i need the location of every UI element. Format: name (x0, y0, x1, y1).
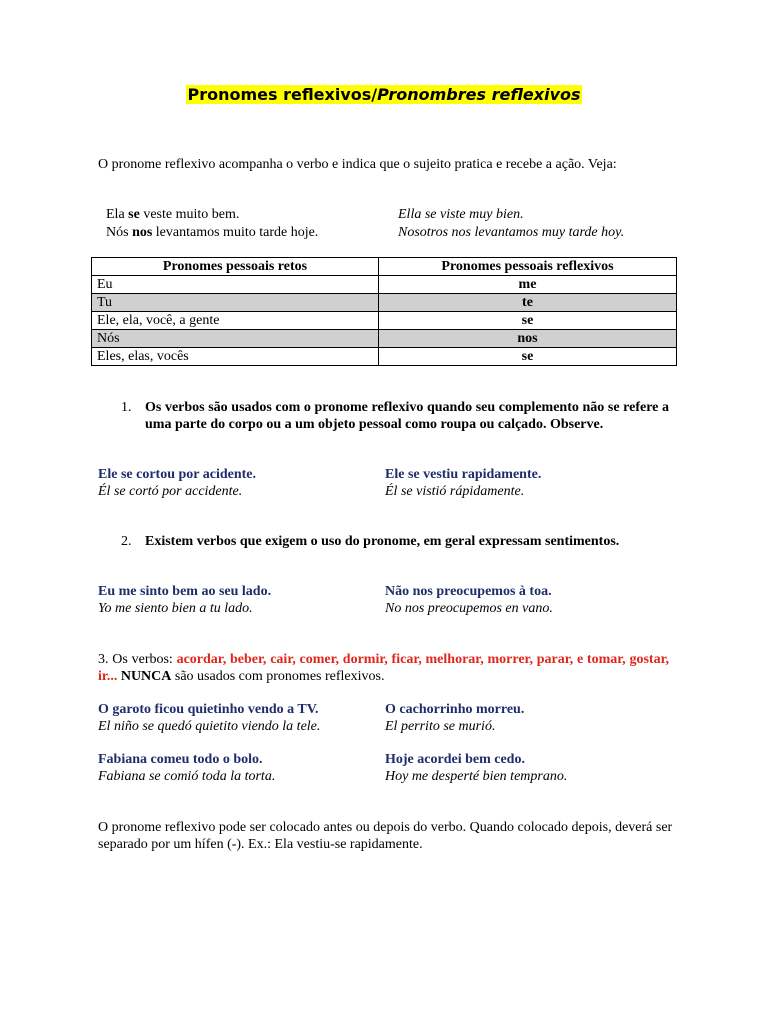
example-pt-2 (106, 224, 386, 241)
rule2-example-pt-1: Eu me sinto bem ao seu lado. (98, 584, 272, 599)
title-pt: Pronomes reflexivos/ (187, 85, 378, 104)
rule2-example-pt-2: Não nos preocupemos à toa. (385, 584, 552, 599)
table-cell: Ele, ela, você, a gente (92, 312, 379, 330)
example-es-2: Nosotros nos levantamos muy tarde hoy. (398, 225, 625, 240)
table-header: Pronomes pessoais reflexivos (379, 258, 677, 276)
rule3-example-es-3: Fabiana se comió toda la torta. (98, 769, 276, 784)
rule3-verbs: acordar, beber, cair, comer, dormir, ficar, melhorar, morrer, parar, e tomar, gostar, ir... (98, 652, 669, 684)
table-row (92, 276, 677, 294)
closing-paragraph: O pronome reflexivo pode ser colocado antes ou depois do verbo. Quando colocado depois, deverá ser separado por um hífen (-). Ex.: Ela vestiu-se rapidamente. (98, 820, 673, 852)
table-cell: Eu (92, 276, 379, 294)
rule1-example-es-1: Él se cortó por accidente. (98, 484, 243, 499)
table-row (92, 312, 677, 330)
rule3-suffix: são usados com pronomes reflexivos. (171, 669, 385, 684)
rule1-example-pt-1: Ele se cortou por acidente. (98, 467, 256, 482)
example-pronoun: se (128, 207, 140, 222)
rule3-example-es-1: El niño se quedó quietito viendo la tele. (98, 719, 321, 734)
table-row (92, 294, 677, 312)
example-es-1: Ella se viste muy bien. (398, 207, 524, 222)
rule-text: Existem verbos que exigem o uso do pronome, em geral expressam sentimentos. (145, 534, 620, 549)
table-cell: me (379, 276, 677, 294)
table-cell: se (379, 348, 677, 366)
table-header-row (92, 258, 677, 276)
rule3-nunca: NUNCA (117, 669, 172, 684)
example-text: levantamos muito tarde hoje. (152, 225, 319, 240)
rule3-example-pt-2: O cachorrinho morreu. (385, 702, 525, 717)
table-header: Pronomes pessoais retos (92, 258, 379, 276)
example-pronoun: nos (132, 225, 153, 240)
rule-3 (98, 651, 669, 685)
table-row (92, 330, 677, 348)
intro-paragraph: O pronome reflexivo acompanha o verbo e indica que o sujeito pratica e recebe a ação. Veja: (98, 157, 617, 172)
example-pt-1 (106, 206, 386, 223)
rule-number: 2. (121, 534, 132, 549)
rule3-example-es-2: El perrito se murió. (385, 719, 496, 734)
title-highlight (186, 85, 581, 104)
rule-number: 1. (121, 400, 132, 415)
rule3-example-pt-3: Fabiana comeu todo o bolo. (98, 752, 263, 767)
rule3-example-pt-1: O garoto ficou quietinho vendo a TV. (98, 702, 319, 717)
table-cell: se (379, 312, 677, 330)
rule-2 (121, 533, 669, 550)
rule2-example-es-2: No nos preocupemos en vano. (385, 601, 553, 616)
rule3-prefix: 3. Os verbos: (98, 652, 177, 667)
table-cell: Eles, elas, vocês (92, 348, 379, 366)
example-text: Ela (106, 207, 129, 222)
rule1-example-es-2: Él se vistió rápidamente. (385, 484, 525, 499)
rule1-example-pt-2: Ele se vestiu rapidamente. (385, 467, 542, 482)
rule-text: Os verbos são usados com o pronome reflexivo quando seu complemento não se refere a uma parte do corpo ou a um objeto pessoal como roupa ou calçado. Observe. (145, 400, 669, 432)
table-row (92, 348, 677, 366)
table-cell: nos (379, 330, 677, 348)
rule-1 (121, 399, 669, 433)
table-cell: te (379, 294, 677, 312)
table-cell: Nós (92, 330, 379, 348)
example-text: veste muito bem. (139, 207, 240, 222)
rule3-example-pt-4: Hoje acordei bem cedo. (385, 752, 525, 767)
rule3-example-es-4: Hoy me desperté bien temprano. (385, 769, 568, 784)
page-title (0, 85, 768, 105)
rule2-example-es-1: Yo me siento bien a tu lado. (98, 601, 253, 616)
table-cell: Tu (92, 294, 379, 312)
title-es: Pronombres reflexivos (377, 85, 581, 104)
example-text: Nós (106, 225, 133, 240)
pronoun-table (91, 257, 677, 366)
